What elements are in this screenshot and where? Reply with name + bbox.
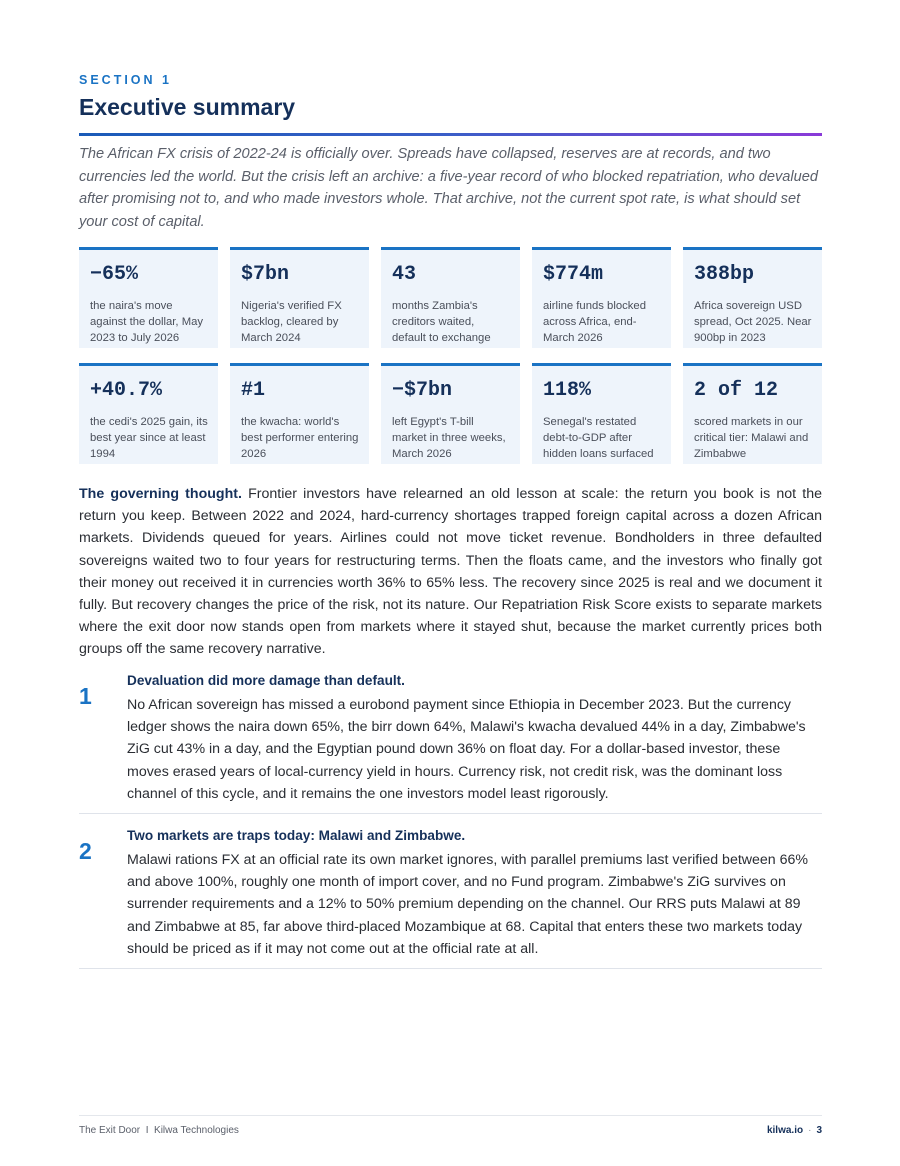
page-title: Executive summary: [79, 94, 296, 120]
stat-description: Senegal's restated debt-to-GDP after hidden loans surfaced: [543, 416, 654, 460]
stat-value: $7bn: [241, 263, 290, 286]
stat-card: [683, 363, 822, 464]
page-number: 3: [816, 1125, 822, 1136]
stat-value: $774m: [543, 263, 604, 286]
stat-card: [230, 247, 369, 348]
footer-right: [767, 1125, 822, 1136]
stat-value: #1: [241, 379, 266, 402]
stat-value: 43: [392, 263, 417, 286]
stat-value: 118%: [543, 379, 592, 402]
finding-item: [79, 672, 822, 814]
governing-thought-text: Frontier investors have relearned an old lesson at scale: the return you book is not the return you keep. Between 2022 and 2024, hard-currency shortages trapped foreign capital across a dozen African markets. Dividends queued for years. Airlines could not move ticket revenue. Bondholders in three defaulted sovereigns waited two to four years for restructuring terms. Then the floats came, and the investors who finally got their money out received it in currencies worth 36% to 65% less. The recovery since 2025 is real and we document it fully. But recovery changes the price of the risk, not its nature. Our Repatriation Risk Score exists to separate markets where the exit door now stands open from markets where it stayed shut, because the market currently prices both groups off the same recovery narrative.: [79, 486, 822, 658]
stat-card: [683, 247, 822, 348]
stat-description: Nigeria's verified FX backlog, cleared by March 2024: [241, 300, 342, 344]
stat-description: scored markets in our critical tier: Malawi and Zimbabwe: [694, 416, 809, 460]
stat-card: [532, 363, 671, 464]
stat-description: airline funds blocked across Africa, end-March 2026: [543, 300, 646, 344]
stat-card: [381, 363, 520, 464]
footer-site-link[interactable]: kilwa.io: [766, 1125, 804, 1136]
stat-card: [381, 247, 520, 348]
governing-thought-paragraph: [79, 483, 822, 661]
stat-value: +40.7%: [90, 379, 163, 402]
stat-description: months Zambia's creditors waited, default to exchange: [392, 300, 491, 344]
stat-description: Africa sovereign USD spread, Oct 2025. Near 900bp in 2023: [694, 300, 812, 344]
finding-number: 1: [79, 683, 92, 709]
stat-grid: [79, 247, 822, 464]
title-divider: [79, 133, 822, 136]
stat-description: the kwacha: world's best performer entering 2026: [241, 416, 359, 460]
stat-value: −65%: [90, 263, 139, 286]
footer-title: The Exit Door I Kilwa Technologies: [79, 1125, 239, 1136]
stat-value: −$7bn: [392, 379, 453, 402]
stat-value: 388bp: [694, 263, 755, 286]
finding-heading: Two markets are traps today: Malawi and Zimbabwe.: [127, 828, 466, 843]
lede-paragraph: The African FX crisis of 2022-24 is officially over. Spreads have collapsed, reserves are at records, and two currencies led the world. But the crisis left an archive: a five-year record of who blocked repatriation, who devalued after promising not to, and who made investors whole. That archive, not the current spot rate, is what should set your cost of capital.: [79, 146, 818, 230]
stat-card: [230, 363, 369, 464]
finding-item: [79, 827, 822, 969]
stat-description: the naira's move against the dollar, May 2023 to July 2026: [90, 300, 204, 344]
stat-card: [79, 363, 218, 464]
section-label: SECTION 1: [79, 73, 172, 87]
stat-description: the cedi's 2025 gain, its best year since at least 1994: [90, 416, 208, 460]
stat-description: left Egypt's T-bill market in three weeks, March 2026: [392, 416, 506, 460]
finding-number: 2: [79, 838, 92, 864]
finding-body: Malawi rations FX at an official rate its own market ignores, with parallel premiums last verified between 66% and above 100%, roughly one month of import cover, and no Fund program. Zimbabwe's ZiG survives on surrender requirements and a 12% to 50% premium depending on the channel. Our RRS puts Malawi at 89 and Zimbabwe at 85, far above third-placed Mozambique at 68. Capital that enters these two markets today should be priced as if it may not come out at the official rate at all.: [127, 852, 809, 957]
stat-card: [79, 247, 218, 348]
governing-thought-lead: The governing thought.: [79, 486, 242, 502]
stat-value: 2 of 12: [694, 379, 779, 402]
footer-separator: ·: [808, 1125, 812, 1136]
finding-body: No African sovereign has missed a eurobond payment since Ethiopia in December 2023. But the currency ledger shows the naira down 65%, the birr down 64%, Malawi's kwacha devalued 44% in a day, Zimbabwe's ZiG cut 43% in a day, and the Egyptian pound down 36% on float day. For a dollar-based investor, these moves erased years of local-currency yield in hours. Currency risk, not credit risk, was the dominant loss channel of this cycle, and it remains the one investors model least rigorously.: [127, 697, 806, 802]
page-footer: [79, 1115, 822, 1136]
stat-card: [532, 247, 671, 348]
finding-heading: Devaluation did more damage than default.: [127, 673, 405, 688]
